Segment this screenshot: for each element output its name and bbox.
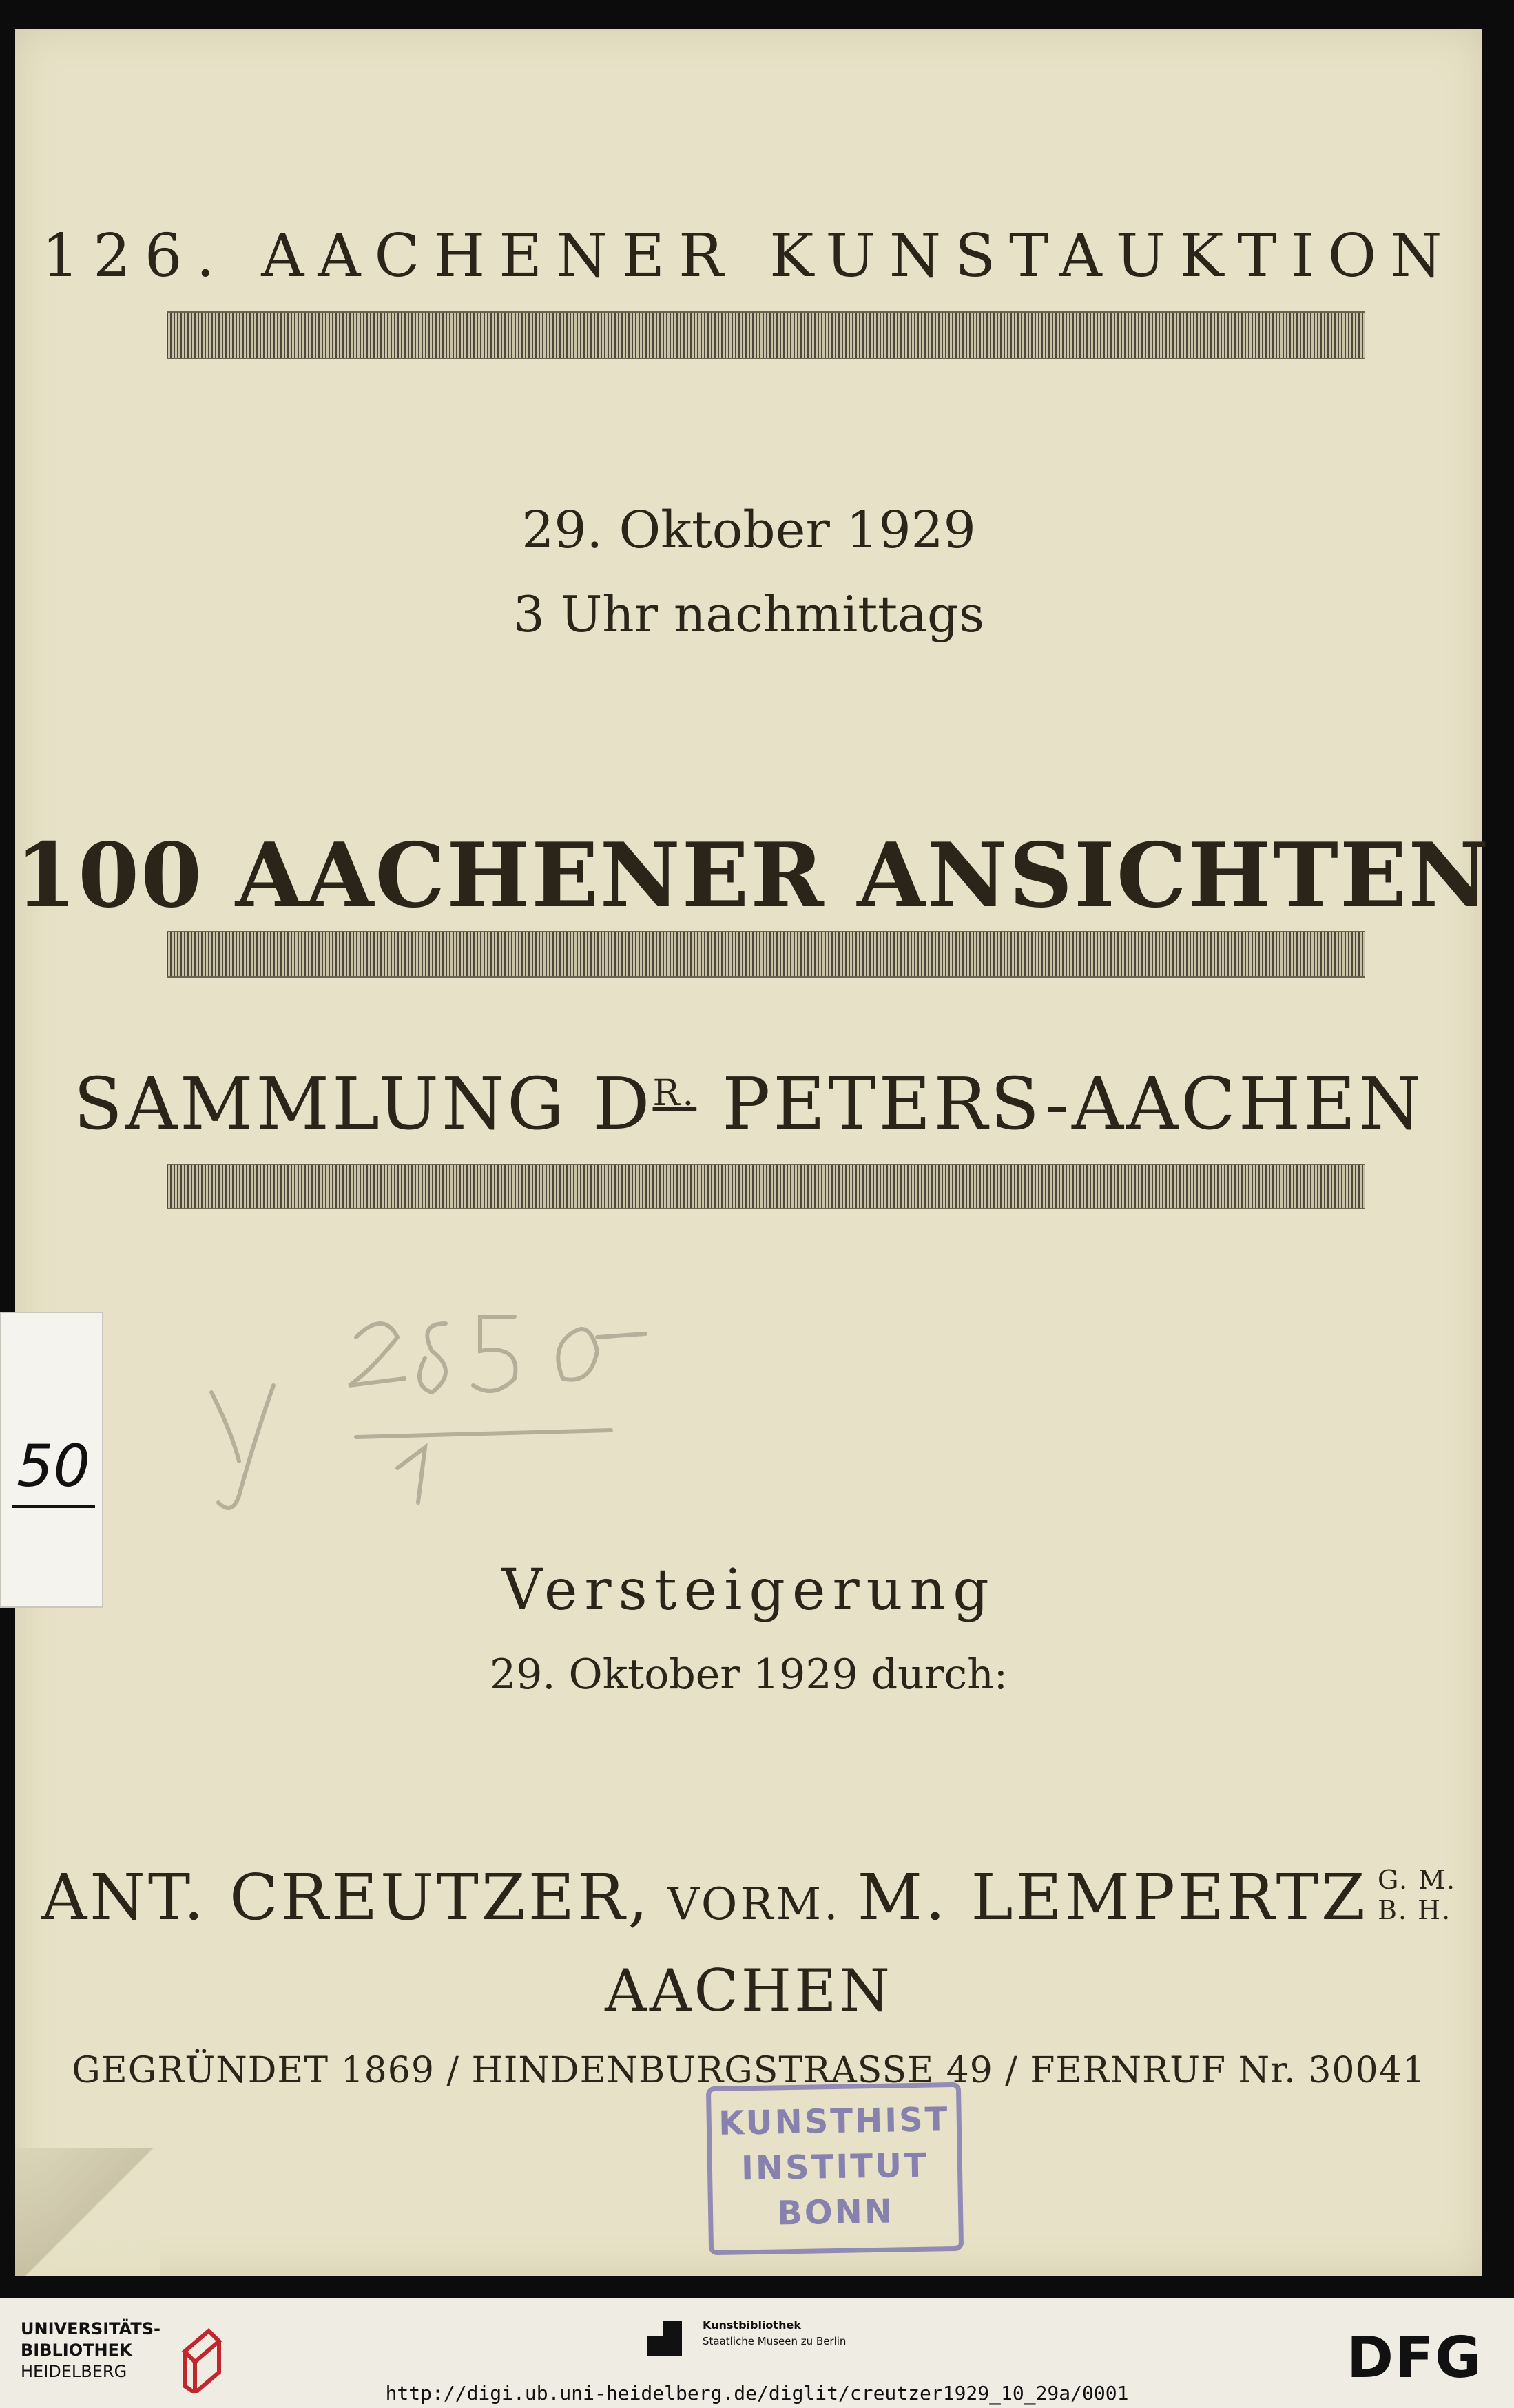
gmbh-top: G. M. [1377,1865,1457,1895]
city-name: AACHEN [605,1957,893,2024]
ub-logo-text [21,2318,160,2383]
kunstbibliothek-mark-cut [647,2321,663,2336]
ub-line-3: HEIDELBERG [21,2362,127,2381]
catalog-cover-page [15,29,1491,2276]
main-title: 100 AACHENER ANSICHTEN [15,824,1491,928]
gmbh-bottom: B. H. [1377,1895,1452,1925]
pencil-shelf-mark [191,1296,673,1523]
library-stamp [706,2082,964,2255]
ornamental-rule [167,931,1365,978]
kunstbibliothek-logo[interactable] [647,2318,923,2360]
auction-label: Versteigerung [501,1558,996,1623]
gmbh-mark [1378,1865,1456,1925]
house-name-creutzer: ANT. CREUTZER, [41,1861,651,1934]
auction-date-by: 29. Oktober 1929 durch: [490,1651,1008,1699]
dfg-logo[interactable]: DFG [1347,2325,1483,2391]
ornamental-rule [167,1164,1365,1209]
digitization-footer [0,2298,1514,2408]
ub-line-1: UNIVERSITÄTS- [21,2319,161,2338]
stamp-line-2: INSTITUT [740,2146,929,2188]
torn-corner [15,2148,160,2276]
kunstbibliothek-name: Kunstbibliothek [703,2318,801,2332]
collection-title [15,1062,1482,1146]
collection-suffix: PETERS-AACHEN [696,1062,1424,1146]
auction-house-name [15,1861,1482,1934]
collection-prefix: SAMMLUNG D [73,1062,653,1146]
kunstbibliothek-subtitle: Staatliche Museen zu Berlin [703,2335,847,2347]
house-name-lempertz: M. LEMPERTZ [857,1861,1368,1934]
address-line: GEGRÜNDET 1869 / HINDENBURGSTRASSE 49 / FERNRUF Nr. 30041 [72,2050,1426,2091]
stamp-line-3: BONN [776,2192,895,2233]
auction-number-title: 126. AACHENER KUNSTAUKTION [41,222,1456,291]
tab-number: 50 [17,1432,90,1500]
permalink-url[interactable]: http://digi.ub.uni-heidelberg.de/diglit/creutzer1929_10_29a/0001 [385,2382,1129,2405]
auction-time-line: 3 Uhr nachmittags [512,585,985,643]
stamp-line-1: KUNSTHIST [718,2100,950,2143]
tab-number-underline [12,1505,95,1508]
house-name-vorm: VORM. [650,1879,858,1930]
ornamental-rule [167,311,1365,359]
auction-date-line: 29. Oktober 1929 [521,501,976,560]
ub-line-2: BIBLIOTHEK [21,2341,132,2360]
collection-sup: R. [652,1073,697,1114]
